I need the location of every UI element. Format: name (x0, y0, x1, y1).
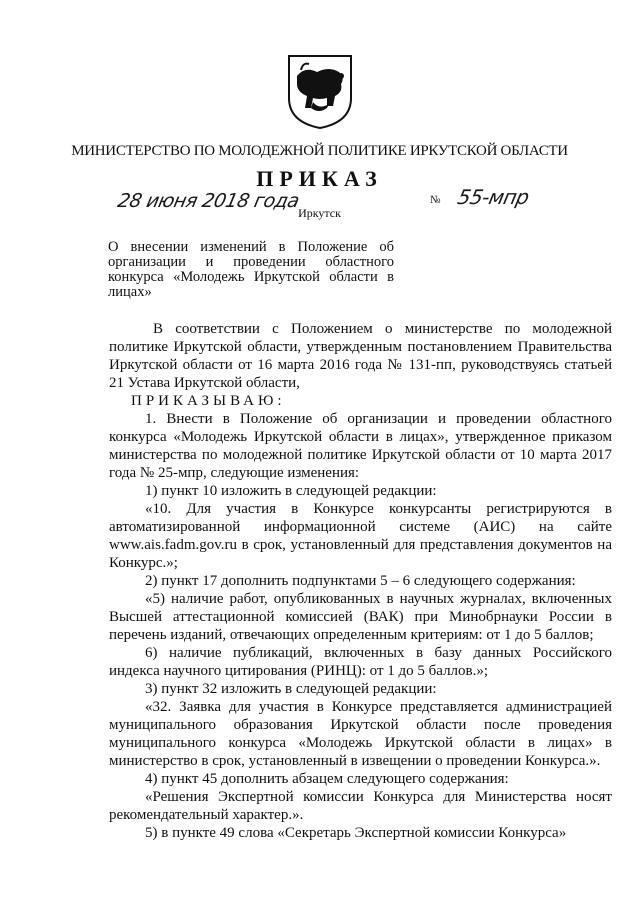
preamble-paragraph: В соответствии с Положением о министерстве по молодежной политике Иркутской области, утвержденным постановлением Правительства Иркутской области от 16 марта 2016 года № 131-пп, руководствуясь статьей 21 Устава Иркутской области, (109, 321, 612, 391)
handwritten-order-number: 55-мпр (455, 185, 532, 209)
body-paragraph: 4) пункт 45 дополнить абзацем следующего содержания: (145, 771, 509, 787)
number-label: № (430, 194, 441, 206)
body-paragraph: 3) пункт 32 изложить в следующей редакции: (145, 681, 437, 697)
body-paragraph: 1. Внести в Положение об организации и проведении областного конкурса «Молодежь Иркутской области в лицах», утвержденное приказом министерства по молодежной политике Иркутской области от 10 марта 2017 года № 25-мпр, следующие изменения: (109, 411, 612, 481)
body-paragraph: «Решения Экспертной комиссии Конкурса для Министерства носят рекомендательный характер.». (109, 789, 612, 823)
coat-of-arms-icon (283, 52, 357, 130)
body-paragraph: 6) наличие публикаций, включенных в базу данных Российского индекса научного цитирования (РИНЦ): от 1 до 5 баллов.»; (109, 645, 612, 679)
body-paragraph: 1) пункт 10 изложить в следующей редакции: (145, 483, 437, 499)
city-name: Иркутск (298, 206, 341, 220)
command-heading: ПРИКАЗЫВАЮ: (131, 393, 286, 409)
order-body (109, 320, 612, 842)
order-subject: О внесении изменений в Положение об организации и проведении областного конкурса «Молодежь Иркутской области в лицах» (108, 239, 394, 300)
body-paragraph: 5) в пункте 49 слова «Секретарь Экспертной комиссии Конкурса» (145, 825, 567, 841)
document-type-title: ПРИКАЗ (256, 166, 383, 191)
body-paragraph: «5) наличие работ, опубликованных в научных журналах, включенных Высшей аттестационной комиссией (ВАК) при Минобрнауки России в перечень изданий, отвечающих определенным критериям: от 1 до 5 баллов; (109, 591, 612, 643)
body-paragraph: «32. Заявка для участия в Конкурсе представляется администрацией муниципального образования Иркутской области после проведения муниципального конкурса «Молодежь Иркутской области в лицах» в министерство в срок, установленный в извещении о проведении Конкурса.». (109, 699, 612, 769)
ministry-name: МИНИСТЕРСТВО ПО МОЛОДЕЖНОЙ ПОЛИТИКЕ ИРКУТСКОЙ ОБЛАСТИ (71, 143, 568, 159)
body-paragraph: «10. Для участия в Конкурсе конкурсанты регистрируются в автоматизированной информационной системе (АИС) на сайте www.ais.fadm.gov.ru в срок, установленный для представления документов на Конкурс.»; (109, 501, 612, 571)
body-paragraph: 2) пункт 17 дополнить подпунктами 5 – 6 следующего содержания: (145, 573, 576, 589)
handwritten-date: 28 июня 2018 года (115, 190, 302, 212)
